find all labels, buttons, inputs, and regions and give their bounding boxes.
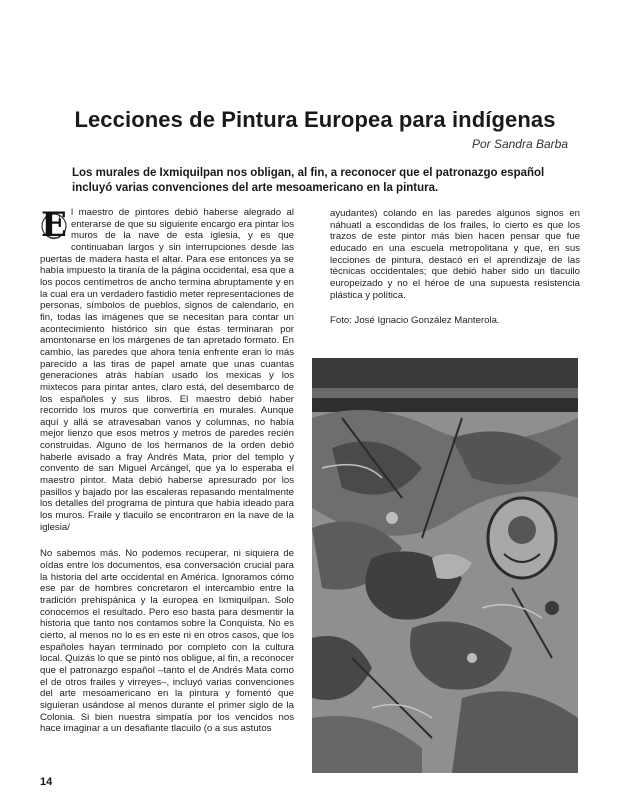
column-right	[330, 208, 580, 327]
page-number: 14	[40, 776, 53, 788]
article-title: Lecciones de Pintura Europea para indígenas	[74, 106, 556, 132]
photo-credit: Foto: José Ignacio González Manterola.	[330, 315, 500, 327]
body-paragraph-1	[40, 207, 294, 533]
body-paragraph-2: No sabemos más. No podemos recuperar, ni siquiera de oídas entre los documentos, esa conversación crucial para la historia del arte occidental en América. Ignoramos cómo ese par de hombres concretaron el intercambio entre la tradición prehispánica y la europea en Ixmiquilpan. Solo conocemos el resultado. Pero eso basta para desmentir la historia que tanto nos contamos sobre la Conquista. No es cierto, al menos no lo es en este ni en otros casos, que los españoles hayan terminado por completo con la cultura local. Quizás lo que se pintó nos obligue, al fin, a reconocer que el patronazgo español –tanto el de Andrés Mata como el de otros frailes y virreyes–, incluyó varias convenciones del arte mesoamericano en la pintura y fomentó que siguieran usándose al menos durante el primer siglo de la Colonia. Si bien nuestra simpatía por los vencidos nos hace imaginar a un desafiante tlacuilo (o a sus astutos	[40, 548, 294, 735]
mural-photograph	[312, 358, 578, 773]
mural-image	[312, 358, 578, 773]
drop-cap	[40, 205, 68, 245]
article-lede: Los murales de Ixmiquilpan nos obligan, al fin, a reconocer que el patronazgo español incluyó varias convenciones del arte mesoamericano en la pintura.	[72, 167, 545, 194]
body-paragraph-1-text: l maestro de pintores debió haberse alegrado al enterarse de que su siguiente encargo era pintar los muros de la nave de esta iglesia, y es que continuaban largos y sin interrupciones desde las puertas de madera hasta el altar. Para ese entonces ya se había impuesto la tiranía de la página occidental, esa que a los pocos centímetros de ancho termina abruptamente y en la cual era un verdadero fastidio meter representaciones de personas, símbolos de pueblos, signos de calendario, en fin, todas las imágenes que se necesitan para contar un acontecimiento histórico sin que éstas terminaran por amontonarse en los márgenes de tan apretado formato. En cambio, las paredes que ahora tenía enfrente eran lo más parecido a las tiras de papel amate que unas cuantas generaciones atrás habían usado los mexicas y los mixtecos para pintar antes, claro está, del desembarco de los españoles y sus libros. El maestro debió haber recorrido los muros que convertiría en murales. Aunque aquí y allá se atravesaban vanos y columnas, no había mejor lienzo que esos metros y metros de paredes recién construidas. Alguno de los hermanos de la orden debió haberle avisado a fray Andrés Mata, prior del templo y convento de san Miguel Arcángel, que ya lo esperaba el maestro pintor. Mata debió haberse apresurado por los pasillos y bajado por las escaleras repasando mentalmente los detalles del programa de pintura que había ideado para los muros. Fraile y tlacuilo se encontraron en la nave de la iglesia/	[40, 207, 294, 533]
drop-cap-letter: E	[41, 205, 67, 245]
author-byline: Por Sandra Barba	[471, 137, 568, 151]
column-left	[40, 207, 294, 735]
body-paragraph-3: ayudantes) colando en las paredes algunos signos en náhuatl a escondidas de los frailes, lo cierto es que los trazos de este pintor más bien hacen pensar que fue educado en una escuela metropolitana y que, en sus lecciones de pintura, destacó en el aprendizaje de las técnicas occidentales; que debió haber sido un tlacuilo europeizado y no el héroe de una supuesta resistencia plástica y política.	[330, 208, 580, 301]
